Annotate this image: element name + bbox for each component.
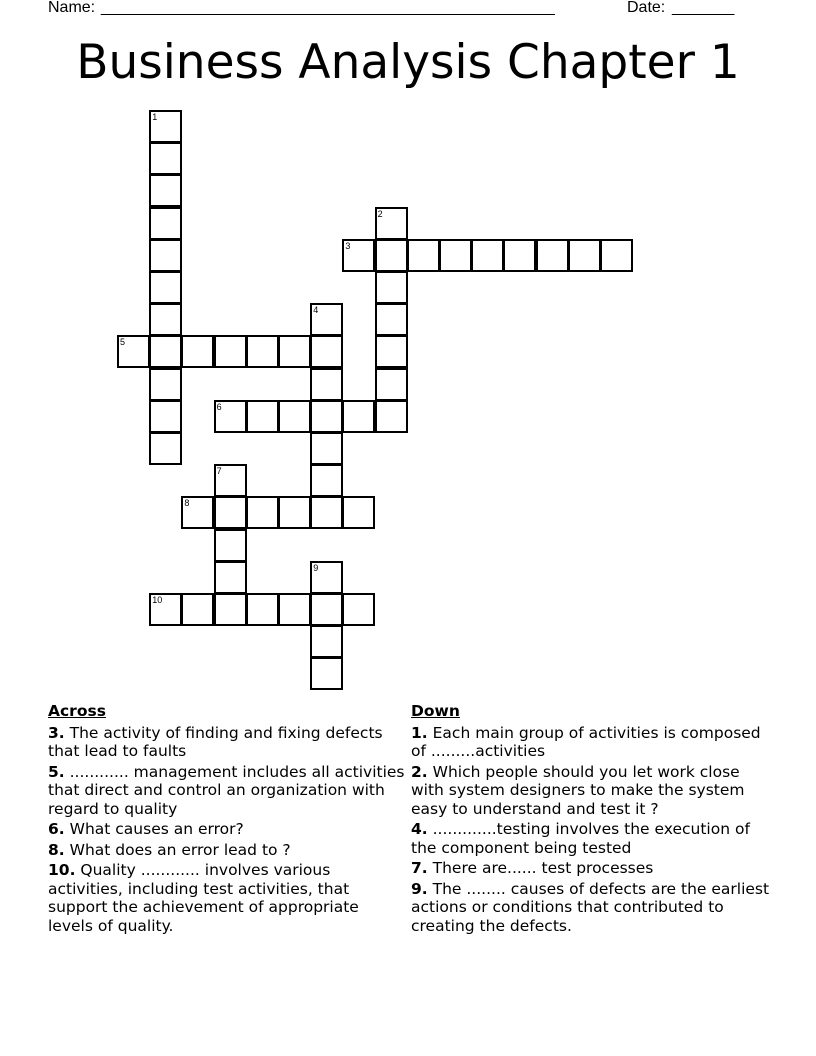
grid-cell[interactable] [375,368,408,401]
clue-text: Each main group of activities is composed of .........activities [411,723,761,760]
grid-cell[interactable] [342,593,375,626]
clue-number: 4. [411,820,428,838]
across-heading: Across [48,702,106,720]
grid-cell[interactable] [149,400,182,433]
cell-number: 8 [184,498,190,509]
clue-down-7 [411,859,771,878]
grid-cell[interactable] [600,239,633,272]
grid-cell[interactable] [375,400,408,433]
clue-text: Quality ............ involves various activities, including test activities, that support the achievement of appropriate levels of quality. [48,861,359,935]
grid-cell[interactable] [214,529,247,562]
clue-text: What does an error lead to ? [69,840,291,859]
grid-cell[interactable] [149,174,182,207]
grid-cell[interactable] [214,400,247,433]
clue-text: The activity of finding and fixing defects that lead to faults [48,723,383,760]
cell-number: 9 [313,562,319,573]
clue-across-8 [48,841,408,860]
grid-cell[interactable] [149,335,182,368]
clue-text: ............ management includes all activities that direct and control an organization with regard to quality [48,762,405,818]
down-heading: Down [411,702,460,720]
clue-number: 5. [48,762,65,781]
clue-down-4 [411,820,771,857]
cell-number: 2 [377,208,383,219]
grid-cell[interactable] [214,335,247,368]
down-clues [411,702,771,937]
grid-cell[interactable] [536,239,569,272]
grid-cell[interactable] [375,303,408,336]
name-blank-line[interactable]: ___________________________________________________ [101,0,555,16]
cell-number: 3 [345,240,351,251]
grid-cell[interactable] [310,303,343,336]
grid-cell[interactable] [310,432,343,465]
grid-cell[interactable] [149,303,182,336]
grid-cell[interactable] [214,464,247,497]
grid-cell[interactable] [375,207,408,240]
clue-down-2 [411,763,771,819]
grid-cell[interactable] [149,368,182,401]
grid-cell[interactable] [149,142,182,175]
grid-cell[interactable] [471,239,504,272]
grid-cell[interactable] [310,368,343,401]
grid-cell[interactable] [310,561,343,594]
clue-number: 2. [411,762,428,781]
clue-across-5 [48,763,408,819]
grid-cell[interactable] [278,593,311,626]
grid-cell[interactable] [246,335,279,368]
grid-cell[interactable] [310,464,343,497]
clue-text: Which people should you let work close with system designers to make the system easy to understand and test it ? [411,762,745,818]
cell-number: 1 [152,112,158,122]
grid-cell[interactable] [149,271,182,304]
grid-cell[interactable] [246,400,279,433]
grid-cell[interactable] [181,335,214,368]
clue-number: 7. [411,859,428,877]
grid-cell[interactable] [246,496,279,529]
clue-text: There are...... test processes [432,859,654,877]
grid-cell[interactable] [149,593,182,626]
grid-cell[interactable] [503,239,536,272]
grid-cell[interactable] [214,561,247,594]
date-label: Date: [627,0,666,16]
grid-cell[interactable] [310,400,343,433]
grid-cell[interactable] [181,593,214,626]
clue-text: The ........ causes of defects are the earliest actions or conditions that contributed to creating the defects. [411,879,770,935]
name-label: Name: [48,0,96,16]
cell-number: 7 [216,466,222,477]
date-blank-line[interactable]: _______ [672,0,735,16]
grid-cell[interactable] [568,239,601,272]
grid-cell[interactable] [407,239,440,272]
clue-text: .............testing involves the execution of the component being tested [411,820,750,857]
cell-number: 6 [216,401,222,412]
grid-cell[interactable] [246,593,279,626]
clue-number: 10. [48,861,76,879]
grid-cell[interactable] [310,335,343,368]
grid-cell[interactable] [278,400,311,433]
clue-number: 9. [411,879,428,898]
grid-cell[interactable] [342,400,375,433]
grid-cell[interactable] [214,496,247,529]
grid-cell[interactable] [117,335,150,368]
grid-cell[interactable] [439,239,472,272]
grid-cell[interactable] [149,432,182,465]
clue-text: What causes an error? [69,820,244,838]
cell-number: 4 [313,305,319,316]
grid-cell[interactable] [342,496,375,529]
clue-number: 8. [48,840,65,859]
clue-number: 3. [48,723,65,742]
grid-cell[interactable] [149,110,182,143]
clue-down-9 [411,880,771,936]
grid-cell[interactable] [214,593,247,626]
grid-cell[interactable] [310,593,343,626]
grid-cell[interactable] [375,335,408,368]
clue-down-1 [411,724,771,761]
grid-cell[interactable] [278,496,311,529]
grid-cell[interactable] [181,496,214,529]
clue-across-10 [48,861,408,935]
clue-number: 6. [48,820,65,838]
across-clues [48,702,408,937]
grid-cell[interactable] [310,657,343,690]
clue-number: 1. [411,723,428,742]
grid-cell[interactable] [310,496,343,529]
grid-cell[interactable] [278,335,311,368]
page-title: Business Analysis Chapter 1 [76,35,740,90]
cell-number: 10 [152,595,163,605]
grid-cell[interactable] [149,207,182,240]
grid-cell[interactable] [310,625,343,658]
cell-number: 5 [120,337,126,348]
grid-cell[interactable] [149,239,182,272]
grid-cell[interactable] [342,239,375,272]
clue-across-6 [48,820,408,839]
clue-across-3 [48,724,408,761]
grid-cell[interactable] [375,271,408,304]
grid-cell[interactable] [375,239,408,272]
